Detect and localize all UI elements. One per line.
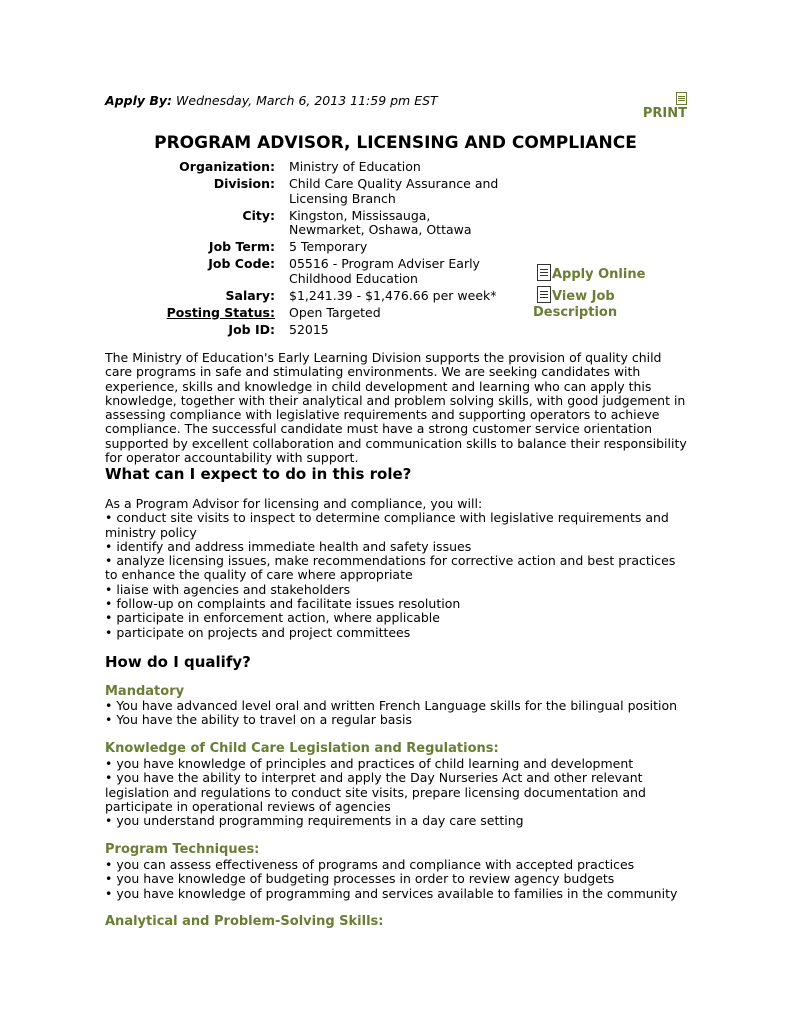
- program-item: • you have knowledge of budgeting processes in order to review agency budgets: [105, 871, 615, 887]
- job-code-label: Job Code:: [208, 256, 275, 271]
- mandatory-item: • You have advanced level oral and written French Language skills for the bilingual position: [105, 698, 678, 713]
- job-id-label: Job ID:: [228, 321, 275, 337]
- role-lead: As a Program Advisor for licensing and compliance, you will:: [105, 496, 483, 511]
- organization-label: Organization:: [179, 159, 275, 174]
- city-label: City:: [242, 207, 275, 223]
- role-item: • identify and address immediate health and safety issues: [105, 538, 472, 554]
- job-term-value: 5 Temporary: [289, 239, 368, 254]
- posting-status-value: Open Targeted: [289, 304, 381, 320]
- apply-by: [105, 93, 438, 108]
- job-code-value: 05516 - Program Adviser Early Childhood Education: [289, 256, 480, 286]
- role-item: • analyze licensing issues, make recommendations for corrective action and best practices to enhance the quality of care where appropriate: [105, 553, 676, 583]
- job-title: PROGRAM ADVISOR, LICENSING AND COMPLIANCE: [154, 133, 637, 153]
- knowledge-heading: Knowledge of Child Care Legislation and Regulations:: [105, 741, 499, 756]
- job-description-document-icon: [537, 286, 551, 303]
- role-item: • liaise with agencies and stakeholders: [105, 581, 351, 597]
- knowledge-item: • you understand programming requirements in a day care setting: [105, 813, 524, 829]
- knowledge-item: • you have the ability to interpret and apply the Day Nurseries Act and other relevant legislation and regulations to conduct site visits, prepare licensing documentation and participate in operational reviews of agencies: [105, 770, 646, 814]
- program-techniques-list: [105, 858, 690, 901]
- apply-by-date: Wednesday, March 6, 2013 11:59 pm EST: [176, 93, 438, 108]
- qualify-heading: How do I qualify?: [105, 653, 251, 671]
- division-label: Division:: [213, 176, 275, 191]
- job-id-value: 52015: [289, 321, 329, 337]
- posting-status-link[interactable]: Posting Status:: [166, 304, 275, 320]
- role-item: • participate on projects and project committees: [105, 624, 411, 640]
- job-term-label: Job Term:: [208, 239, 275, 254]
- organization-value: Ministry of Education: [289, 159, 421, 174]
- program-techniques-heading: Program Techniques:: [105, 842, 260, 857]
- view-job-description-link[interactable]: [533, 286, 653, 321]
- posting-status-label[interactable]: [162, 306, 289, 323]
- role-item: • follow-up on complaints and facilitate issues resolution: [105, 596, 461, 612]
- role-section: [105, 497, 690, 640]
- role-item: • participate in enforcement action, where applicable: [105, 610, 440, 626]
- role-heading: What can I expect to do in this role?: [105, 465, 412, 483]
- apply-document-icon: [537, 264, 551, 281]
- knowledge-item: • you have knowledge of principles and practices of child learning and development: [105, 756, 634, 771]
- job-actions: [533, 264, 653, 321]
- mandatory-item: • You have the ability to travel on a regular basis: [105, 712, 412, 728]
- print-label: PRINT: [642, 106, 687, 121]
- print-button[interactable]: [643, 92, 687, 121]
- role-item: • conduct site visits to inspect to determine compliance with legislative requirements and ministry policy: [105, 510, 669, 540]
- job-details-table: [162, 160, 509, 340]
- apply-online-link[interactable]: [533, 264, 653, 283]
- analytical-heading: Analytical and Problem-Solving Skills:: [105, 914, 384, 929]
- knowledge-list: [105, 757, 690, 828]
- job-intro-paragraph: The Ministry of Education's Early Learning Division supports the provision of quality child care programs in safe and stimulating environments. We are seeking candidates with experience, skills and knowledge in child development and learning who can apply this knowledge, together with their analytical and problem solving skills, with good judgement in assessing compliance with legislative requirements and supporting operators to achieve compliance. The successful candidate must have a strong customer service orientation supported by excellent collaboration and communication skills to balance their responsibility for operator accountability with support.: [105, 350, 687, 466]
- print-icon: [676, 92, 687, 105]
- mandatory-list: [105, 699, 690, 728]
- salary-value: $1,241.39 - $1,476.66 per week*: [289, 287, 497, 303]
- city-value: Kingston, Mississauga, Newmarket, Oshawa, Ottawa: [289, 207, 472, 237]
- program-item: • you have knowledge of programming and services available to families in the community: [105, 885, 678, 901]
- program-item: • you can assess effectiveness of programs and compliance with accepted practices: [105, 857, 635, 872]
- view-job-description-label: View Job Description: [533, 289, 618, 320]
- mandatory-heading: Mandatory: [105, 684, 185, 699]
- apply-online-label: Apply Online: [552, 267, 646, 282]
- division-value: Child Care Quality Assurance and Licensing Branch: [289, 176, 499, 206]
- apply-by-label: Apply By:: [105, 93, 173, 108]
- salary-label: Salary:: [225, 287, 275, 303]
